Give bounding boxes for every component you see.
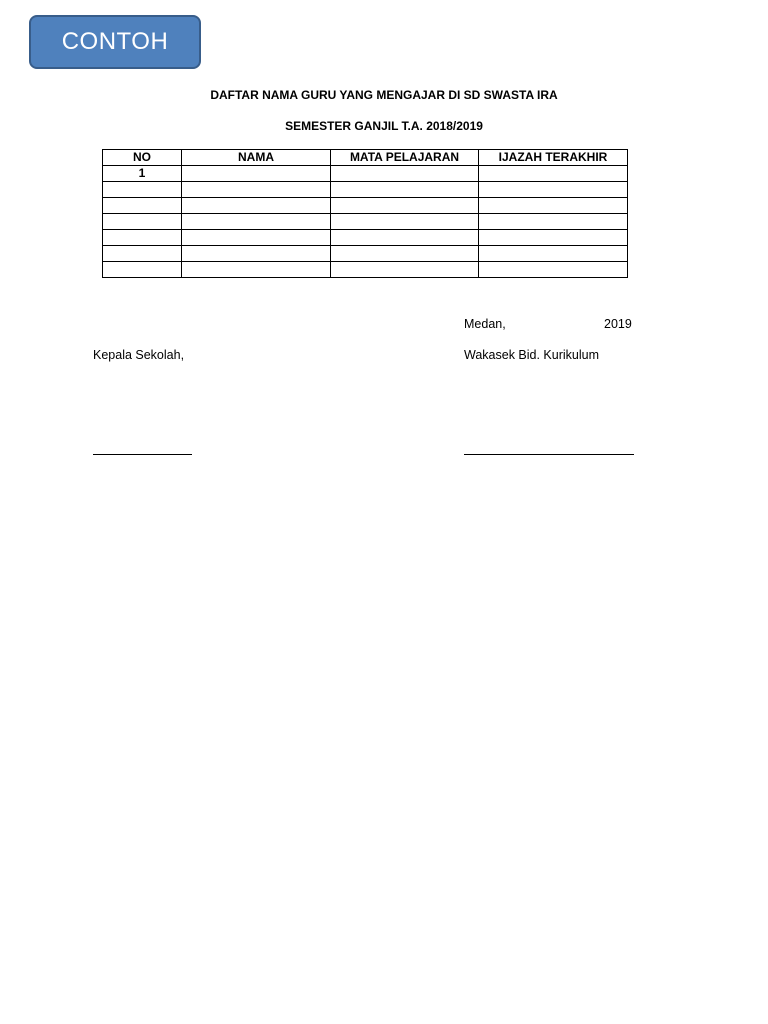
cell-nama bbox=[182, 198, 331, 214]
cell-ijazah bbox=[479, 230, 628, 246]
cell-nama bbox=[182, 246, 331, 262]
cell-mata-pelajaran bbox=[331, 182, 479, 198]
cell-ijazah bbox=[479, 198, 628, 214]
header-ijazah-terakhir: IJAZAH TERAKHIR bbox=[479, 150, 628, 166]
table-row bbox=[103, 230, 628, 246]
cell-nama bbox=[182, 262, 331, 278]
table-row bbox=[103, 166, 628, 182]
cell-nama bbox=[182, 230, 331, 246]
table-header-row bbox=[103, 150, 628, 166]
table-row bbox=[103, 182, 628, 198]
cell-mata-pelajaran bbox=[331, 166, 479, 182]
cell-ijazah bbox=[479, 182, 628, 198]
cell-no bbox=[103, 230, 182, 246]
cell-mata-pelajaran bbox=[331, 262, 479, 278]
cell-no bbox=[103, 182, 182, 198]
cell-no bbox=[103, 198, 182, 214]
teacher-table bbox=[102, 149, 628, 278]
cell-no bbox=[103, 262, 182, 278]
table-row bbox=[103, 214, 628, 230]
cell-no bbox=[103, 214, 182, 230]
cell-ijazah bbox=[479, 246, 628, 262]
cell-mata-pelajaran bbox=[331, 214, 479, 230]
cell-nama bbox=[182, 166, 331, 182]
table-row bbox=[103, 198, 628, 214]
cell-nama bbox=[182, 182, 331, 198]
cell-ijazah bbox=[479, 262, 628, 278]
header-no: NO bbox=[103, 150, 182, 166]
cell-ijazah bbox=[479, 214, 628, 230]
document-subtitle: SEMESTER GANJIL T.A. 2018/2019 bbox=[285, 119, 483, 133]
table-row bbox=[103, 246, 628, 262]
header-nama: NAMA bbox=[182, 150, 331, 166]
signatory-left-role: Kepala Sekolah, bbox=[93, 348, 185, 362]
cell-nama bbox=[182, 214, 331, 230]
signature-year: 2019 bbox=[604, 317, 632, 331]
cell-mata-pelajaran bbox=[331, 198, 479, 214]
cell-mata-pelajaran bbox=[331, 246, 479, 262]
contoh-badge: CONTOH bbox=[29, 15, 201, 69]
header-mata-pelajaran: MATA PELAJARAN bbox=[331, 150, 479, 166]
document-title: DAFTAR NAMA GURU YANG MENGAJAR DI SD SWASTA IRA bbox=[210, 88, 558, 102]
cell-ijazah bbox=[479, 166, 628, 182]
signature-place: Medan, bbox=[464, 317, 506, 331]
signatory-right-role: Wakasek Bid. Kurikulum bbox=[464, 348, 599, 362]
signature-line-right bbox=[464, 454, 634, 455]
table-row bbox=[103, 262, 628, 278]
cell-no bbox=[103, 246, 182, 262]
cell-mata-pelajaran bbox=[331, 230, 479, 246]
cell-no: 1 bbox=[103, 166, 182, 182]
signature-line-left bbox=[93, 454, 192, 455]
